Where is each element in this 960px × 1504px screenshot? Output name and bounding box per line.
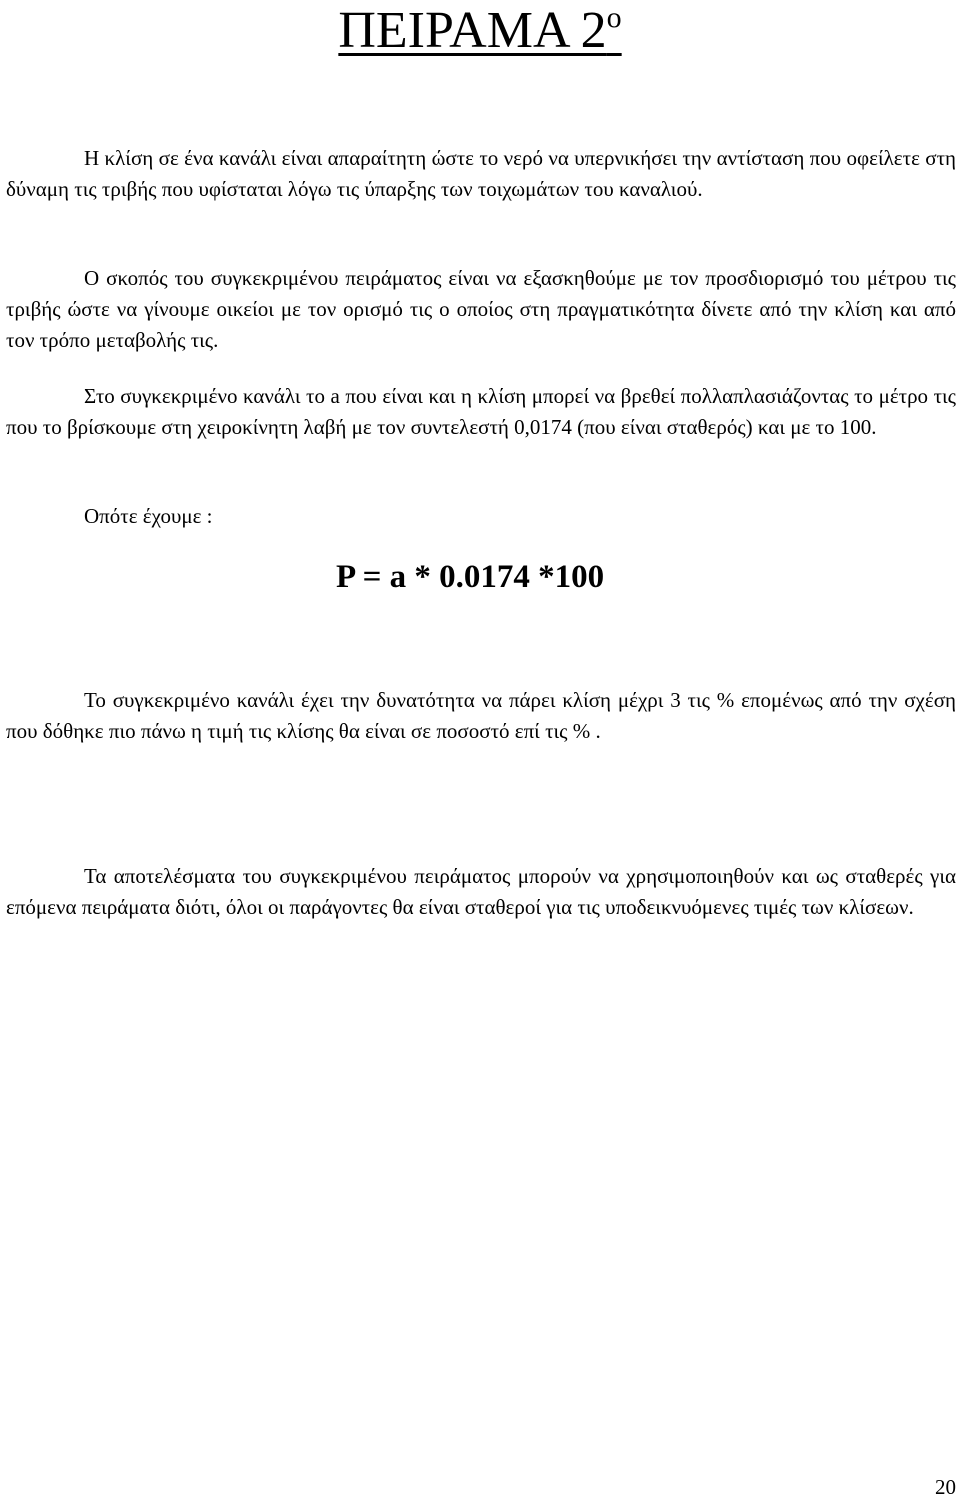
- page-title-superscript: ο: [606, 1, 622, 34]
- paragraph-experiment-goal: Ο σκοπός του συγκεκριμένου πειράματος είναι να εξασκηθούμε με τον προσδιορισμό του μέτρου τις τριβής ώστε να γίνουμε οικείοι με τον ορισμό τις ο οποίος στη πραγματικότητα δίνετε από την κλίση και από τον τρόπο μεταβολής τις.: [6, 266, 956, 352]
- page-title: [0, 0, 960, 69]
- slope-formula: P = a * 0.0174 *100: [336, 559, 605, 595]
- paragraph-results-usage: Τα αποτελέσματα του συγκεκριμένου πειράματος μπορούν να χρησιμοποιηθούν και ως σταθερές για επόμενα πειράματα διότι, όλοι οι παράγοντες θα είναι σταθεροί για τις υποδεικνυόμενες τιμές των κλίσεων.: [6, 864, 956, 919]
- page-number: 20: [935, 1475, 956, 1499]
- paragraph-slope-calculation: Στο συγκεκριμένο κανάλι το a που είναι και η κλίση μπορεί να βρεθεί πολλαπλασιάζοντας το μέτρο τις που το βρίσκουμε στη χειροκίνητη λαβή με τον συντελεστή 0,0174 (που είναι σταθερός) και με το 100.: [6, 384, 956, 439]
- page-title-text: ΠΕΙΡΑΜΑ 2: [338, 2, 607, 59]
- formula-intro-label: Οπότε έχουμε :: [84, 504, 213, 528]
- paragraph-slope-range: Το συγκεκριμένο κανάλι έχει την δυνατότητα να πάρει κλίση μέχρι 3 τις % επομένως από την σχέση που δόθηκε πιο πάνω η τιμή τις κλίσης θα είναι σε ποσοστό επί τις % .: [6, 688, 956, 743]
- paragraph-slope-purpose: Η κλίση σε ένα κανάλι είναι απαραίτητη ώστε το νερό να υπερνικήσει την αντίσταση που οφείλετε στη δύναμη τις τριβής που υφίσταται λόγω τις ύπαρξης των τοιχωμάτων του καναλιού.: [6, 146, 956, 201]
